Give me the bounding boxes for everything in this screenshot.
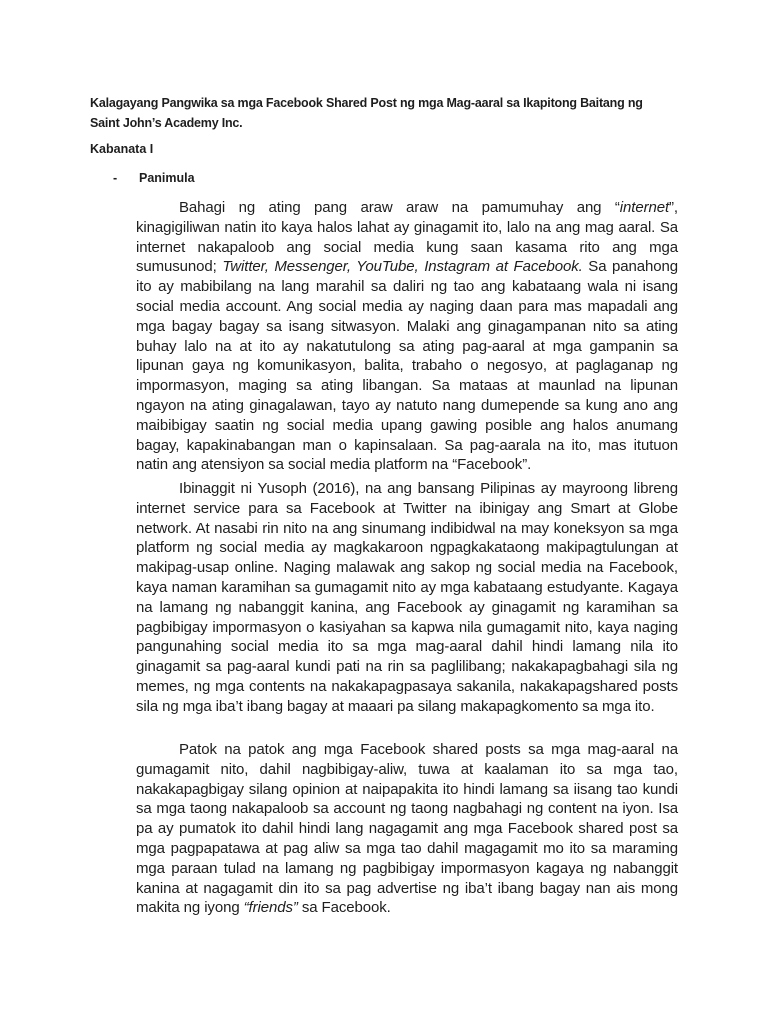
paragraph-3-text-a: Patok na patok ang mga Facebook shared posts sa mga mag-aaral na gumagamit nito, dahil nagbibigay-aliw, tuwa at kaalaman ito sa mga tao, nakakapagbigay silang opinion at naipapakita ito hindi lamang sa iisang tao kundi sa mga taong nakapaloob sa account ng taong nagbahagi ng content na iyon. Isa pa ay pumatok ito dahil hindi lang nagagamit ang mga Facebook shared post sa mga pagpapatawa at pag aliw sa mga tao dahil magagamit mo ito sa maraming mga paraan tulad na lamang ng pagbibigay impormasyon kagaya ng nabanggit kanina at nagagamit din ito sa pag advertise ng iba’t ibang bagay nan ais mong makita ng iyong — [136, 741, 678, 917]
section-heading — [113, 168, 195, 188]
paragraph-1-text-a: Bahagi ng ating pang araw araw na pamumuhay ang “ — [179, 199, 620, 216]
paragraph-1-text-e: Sa panahong ito ay mabibilang na lang marahil sa daliri ng tao ang kabataang wala ni isang social media account. Ang social media ay naging daan para mas mapadali ang mga bagay bagay sa isang sitwasyon. Malaki ang ginagampanan nito sa ating buhay lalo na at ito ay nakatutulong sa ating pag-aaral at mga gampanin sa lipunan gaya ng komunikasyon, balita, trabaho o negosyo, at paglaganap ng impormasyon, maging sa ating libangan. Sa mataas at maunlad na lipunan ngayon na ating ginagalawan, tayo ay natuto nang dumepende sa kung ano ang maibibigay saatin ng social media upang gawing posible ang halos anumang bagay, kapakinabangan man o kapinsalaan. Sa pag-aarala na ito, mas itutuon natin ang atensiyon sa social media platform na “Facebook”. — [136, 258, 678, 474]
chapter-heading: Kabanata I — [90, 142, 154, 156]
paragraph-1-italic-platforms: Twitter, Messenger, YouTube, Instagram at Facebook. — [222, 258, 583, 276]
paragraph-3 — [136, 740, 678, 918]
paragraph-3-text-c: sa Facebook. — [297, 899, 391, 917]
section-heading-label: Panimula — [139, 171, 195, 185]
paragraph-3-italic-friends: “friends” — [243, 899, 298, 917]
paragraph-2-text: Ibinaggit ni Yusoph (2016), na ang bansang Pilipinas ay mayroong libreng internet service para sa Facebook at Twitter na ibinigay ang Smart at Globe network. At nasabi rin nito na ang sinumang indibidwal na may koneksyon sa mga platform ng social media ay magkakaroon ngpagkakataong makipagtulungan at makipag-usap online. Naging malawak ang sakop ng social media na Facebook, kaya naman karamihan sa gumagamit nito ay mga kabataang estudyante. Kagaya na lamang ng nabanggit kanina, ang Facebook ay ginagamit ng karamihan sa pagbibigay impormasyon o kasiyahan sa kapwa nila gumagamit nito, kaya naging pangunahing social media ito sa mga mag-aaral dahil hindi lamang nila ito ginagamit sa pag-aaral kundi pati na rin sa paglilibang; nakakapagbahagi sila ng memes, ng mga contents na nakakapagpasaya sakanila, nakakapagshared posts sila ng mga iba’t ibang bagay at maaari pa silang makapagkomento sa mga ito. — [136, 480, 678, 715]
paragraph-1 — [136, 198, 678, 475]
document-title: Kalagayang Pangwika sa mga Facebook Shared Post ng mga Mag-aaral sa Ikapitong Baitang ng Saint John’s Academy Inc. — [90, 96, 643, 130]
paragraph-1-text-c: ”, kinagigiliwan natin ito kaya halos lahat ay ginagamit ito, lalo na ang mag aaral. Sa internet nakapaloob ang social media kung saan kasama rito ang mga sumusunod; — [136, 199, 678, 276]
paragraph-2 — [136, 479, 678, 717]
paragraph-1-italic-internet: internet — [619, 199, 670, 216]
section-bullet: - — [113, 171, 118, 185]
